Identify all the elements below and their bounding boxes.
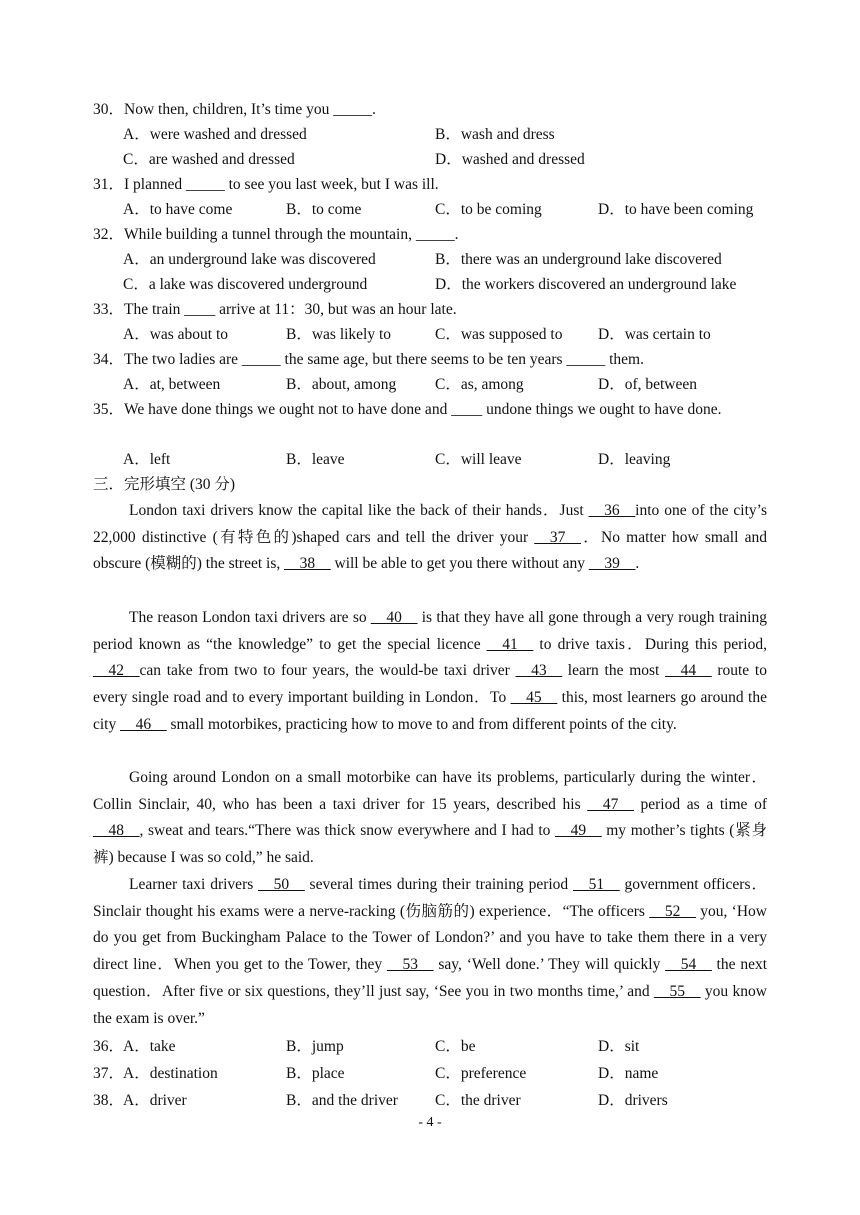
option-c: C．are washed and dressed — [123, 151, 295, 168]
question-number: 37． — [93, 1065, 125, 1082]
blank-45: __45__ — [510, 689, 558, 707]
option-c: C．as, among — [435, 376, 524, 393]
text-run: learn the most — [562, 662, 666, 680]
option-d: D．drivers — [598, 1092, 668, 1109]
option-b: B．to come — [286, 201, 362, 218]
option-a: A．take — [123, 1038, 176, 1055]
option-c: C．was supposed to — [435, 326, 563, 343]
text-run: you know the exam is over.” — [93, 982, 767, 1027]
option-b: B．wash and dress — [435, 126, 555, 143]
option-c: C．a lake was discovered underground — [123, 276, 368, 293]
question-34-stem: 34．The two ladies are _____ the same age, but there seems to be ten years _____ them. — [93, 351, 644, 368]
option-a: A．driver — [123, 1092, 187, 1109]
text-run: Going around London on a small motorbike can have its problems, particularly during the winter．Collin Sinclair, 40, who has been a taxi driver for 15 years, described his — [93, 769, 767, 813]
text-run: , sweat and tears.“There was thick snow everywhere and I had to — [139, 822, 556, 840]
blank-52: __52__ — [649, 902, 696, 920]
option-d: D．washed and dressed — [435, 151, 585, 168]
text-run: is that they have all gone through a very rough training period known as “the knowledge” to get the special licence — [93, 609, 767, 653]
question-30-options-2 — [123, 147, 773, 169]
option-b: B．there was an underground lake discovered — [435, 251, 722, 268]
option-a: A．destination — [123, 1065, 218, 1082]
text-run: my mother’s tights (紧身裤) because I was so cold,” he said. — [93, 822, 767, 867]
blank-40: __40__ — [370, 609, 418, 626]
option-d: D．sit — [598, 1038, 640, 1055]
question-32-stem: 32．While building a tunnel through the mountain, _____. — [93, 226, 459, 243]
text-run: say, ‘Well done.’ They will quickly — [433, 956, 666, 974]
passage-paragraph-2 — [93, 605, 767, 739]
text-run: the next question．After five or six questions, they’ll just say, ‘See you in two months time,’ and — [93, 956, 768, 1000]
text-run: period as a time of — [633, 795, 767, 813]
question-32-options — [123, 247, 773, 269]
blank-37: __37__ — [534, 528, 581, 546]
blank-36: __36__ — [588, 502, 636, 519]
text-run: several times during their training period — [304, 876, 574, 893]
option-c: C．preference — [435, 1065, 527, 1082]
text-run: route to every single road and to every important building in London．To — [93, 662, 767, 707]
text-run: . — [635, 555, 640, 573]
text-run: London taxi drivers know the capital like the back of their hands．Just — [129, 502, 589, 519]
blank-47: __47__ — [587, 795, 634, 813]
text-run: ．No matter how small and obscure (模糊的) the street is, — [93, 528, 767, 573]
option-d: D．was certain to — [598, 326, 711, 343]
option-d: D．to have been coming — [598, 201, 754, 218]
text-run: The reason London taxi drivers are so — [129, 609, 371, 626]
option-d: D．the workers discovered an underground lake — [435, 276, 737, 293]
option-d: D．of, between — [598, 376, 697, 393]
option-c: C．will leave — [435, 451, 522, 468]
option-d: D．leaving — [598, 451, 671, 468]
question-33-options — [123, 322, 773, 344]
option-a: A．left — [123, 451, 171, 468]
cloze-question-36 — [93, 1034, 773, 1056]
question-number: 38． — [93, 1092, 125, 1109]
question-35-text: 35．We have done things we ought not to have done and ____ undone things we ought to have done. — [93, 401, 722, 418]
question-35-stem — [93, 397, 767, 422]
option-b: B．jump — [286, 1038, 344, 1055]
option-b: B．about, among — [286, 376, 397, 393]
passage-paragraph-1 — [93, 498, 767, 578]
text-run: you, ‘How do you get from Buckingham Palace to the Tower of London?’ and you have to take them there in a very direct line．When you get to the Tower, they — [93, 902, 767, 974]
option-a: A．to have come — [123, 201, 233, 218]
blank-53: __53__ — [386, 956, 434, 974]
text-run: government officers．Sinclair thought his exams were a nerve-racking (伤脑筋的) experience．“The officers — [93, 876, 767, 920]
option-a: A．an underground lake was discovered — [123, 251, 376, 268]
question-30-options — [123, 122, 773, 144]
text-run: into one of the city’s 22,000 distinctive (有特色的)shaped cars and tell the driver your — [93, 502, 768, 546]
cloze-question-38 — [93, 1088, 773, 1110]
option-b: B．leave — [286, 451, 345, 468]
text-run: to drive taxis．During this period, — [533, 635, 767, 653]
blank-51: __51__ — [573, 876, 620, 893]
blank-55: __55__ — [654, 982, 701, 1000]
question-32-options-2 — [123, 272, 773, 294]
option-b: B．place — [286, 1065, 345, 1082]
blank-49: __49__ — [555, 822, 602, 840]
text-run: Learner taxi drivers — [129, 876, 259, 893]
question-34-options — [123, 372, 773, 394]
section-title: 三．完形填空 (30 分) — [93, 476, 236, 493]
option-a: A．were washed and dressed — [123, 126, 307, 143]
passage-paragraph-3 — [93, 765, 767, 872]
question-31-stem: 31．I planned _____ to see you last week, but I was ill. — [93, 176, 439, 193]
question-33-stem: 33．The train ____ arrive at 11：30, but was an hour late. — [93, 301, 457, 318]
blank-50: __50__ — [258, 876, 305, 893]
passage-paragraph-4 — [93, 872, 767, 1032]
text-run: can take from two to four years, the would-be taxi driver — [139, 662, 516, 680]
blank-38: __38__ — [284, 555, 331, 573]
blank-54: __54__ — [665, 956, 712, 974]
page-number: - 4 - — [418, 1115, 442, 1130]
question-31-options — [123, 197, 773, 219]
option-b: B．and the driver — [286, 1092, 398, 1109]
blank-48: __48__ — [93, 822, 140, 840]
text-run: small motorbikes, practicing how to move to and from different points of the city. — [166, 715, 677, 733]
blank-42: __42__ — [93, 662, 140, 680]
text-run: this, most learners go around the city — [93, 689, 767, 733]
option-c: C．be — [435, 1038, 476, 1055]
option-c: C．to be coming — [435, 201, 542, 218]
cloze-question-37 — [93, 1061, 773, 1083]
text-run: will be able to get you there without any — [330, 555, 589, 573]
blank-39: __39__ — [588, 555, 636, 573]
option-a: A．at, between — [123, 376, 221, 393]
option-b: B．was likely to — [286, 326, 392, 343]
question-30-stem: 30．Now then, children, It’s time you _____. — [93, 101, 376, 118]
blank-41: __41__ — [486, 635, 534, 653]
blank-43: __43__ — [515, 662, 563, 680]
question-number: 36． — [93, 1038, 125, 1055]
blank-46: __46__ — [120, 715, 167, 733]
blank-44: __44__ — [665, 662, 712, 680]
option-d: D．name — [598, 1065, 659, 1082]
option-c: C．the driver — [435, 1092, 521, 1109]
option-a: A．was about to — [123, 326, 229, 343]
question-35-options — [123, 447, 773, 469]
